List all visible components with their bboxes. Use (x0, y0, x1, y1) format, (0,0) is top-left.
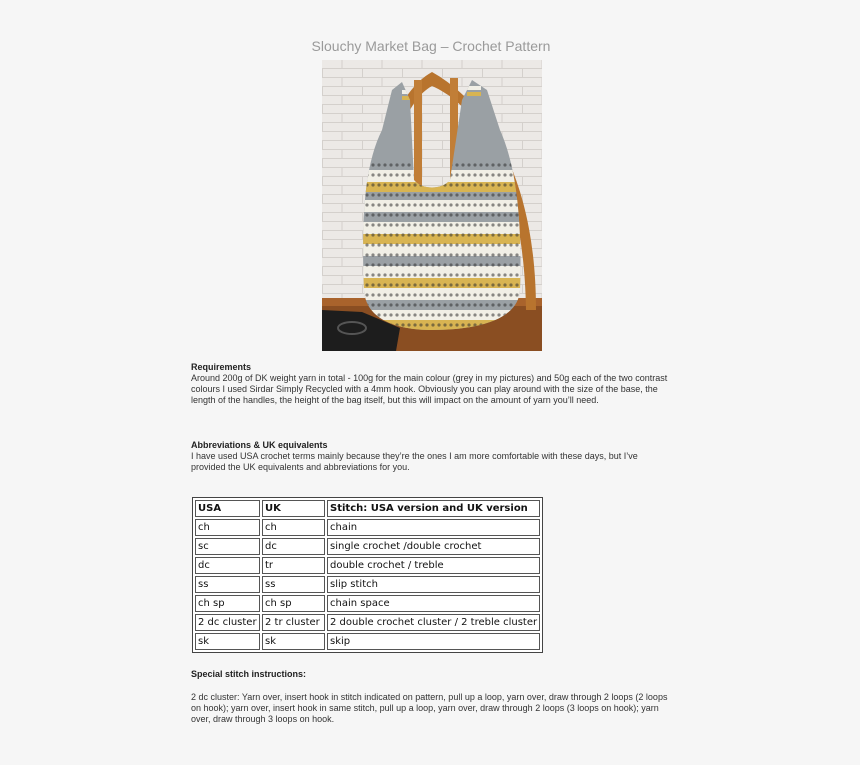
cell-usa: ch sp (195, 595, 260, 612)
table-row (195, 576, 540, 593)
requirements-text: Around 200g of DK weight yarn in total - 100g for the main colour (grey in my pictures) and 50g each of the two contrast colours I used Sirdar Simply Recycled with a 4mm hook. Obviously you can play around with the size of the base, the length of the handles, the height of the bag itself, but this will impact on the amount of yarn you’ll need. (191, 373, 668, 405)
cell-uk: ch sp (262, 595, 325, 612)
cell-stitch: skip (327, 633, 540, 650)
header-stitch: Stitch: USA version and UK version (327, 500, 540, 517)
special-instructions-text: 2 dc cluster: Yarn over, insert hook in stitch indicated on pattern, pull up a loop, yarn over, draw through 2 loops (2 loops on hook); yarn over, insert hook in same stitch, pull up a loop, yarn over, draw through 2 loops (3 loops on hook); yarn over, draw through 3 loops on hook. (191, 692, 668, 724)
cell-stitch: chain space (327, 595, 540, 612)
cell-stitch: single crochet /double crochet (327, 538, 540, 555)
table-row (195, 519, 540, 536)
header-uk: UK (262, 500, 325, 517)
table-row (195, 538, 540, 555)
stitch-table (192, 497, 543, 653)
cell-usa: dc (195, 557, 260, 574)
cell-uk: dc (262, 538, 325, 555)
table-row (195, 557, 540, 574)
table-row (195, 633, 540, 650)
bag-photo-illustration (322, 60, 542, 351)
cell-uk: 2 tr cluster (262, 614, 325, 631)
bag-photo (322, 60, 542, 351)
cell-stitch: double crochet / treble (327, 557, 540, 574)
header-usa: USA (195, 500, 260, 517)
cell-usa: sc (195, 538, 260, 555)
requirements-section (191, 362, 673, 406)
requirements-heading: Requirements (191, 362, 252, 372)
table-row (195, 595, 540, 612)
abbreviations-heading: Abbreviations & UK equivalents (191, 440, 328, 450)
cell-usa: ch (195, 519, 260, 536)
cell-usa: 2 dc cluster (195, 614, 260, 631)
table-header-row (195, 500, 540, 517)
cell-usa: ss (195, 576, 260, 593)
cell-stitch: 2 double crochet cluster / 2 treble cluster (327, 614, 540, 631)
abbreviations-section (191, 440, 673, 473)
cell-uk: tr (262, 557, 325, 574)
special-instructions-section (191, 669, 673, 725)
document-title: Slouchy Market Bag – Crochet Pattern (311, 38, 551, 54)
cell-uk: sk (262, 633, 325, 650)
table-row (195, 614, 540, 631)
cell-stitch: slip stitch (327, 576, 540, 593)
abbreviations-text: I have used USA crochet terms mainly because they’re the ones I am more comfortable with these days, but I’ve provided the UK equivalents and abbreviations for you. (191, 451, 638, 472)
cell-stitch: chain (327, 519, 540, 536)
cell-usa: sk (195, 633, 260, 650)
cell-uk: ch (262, 519, 325, 536)
cell-uk: ss (262, 576, 325, 593)
special-instructions-heading: Special stitch instructions: (191, 669, 307, 679)
